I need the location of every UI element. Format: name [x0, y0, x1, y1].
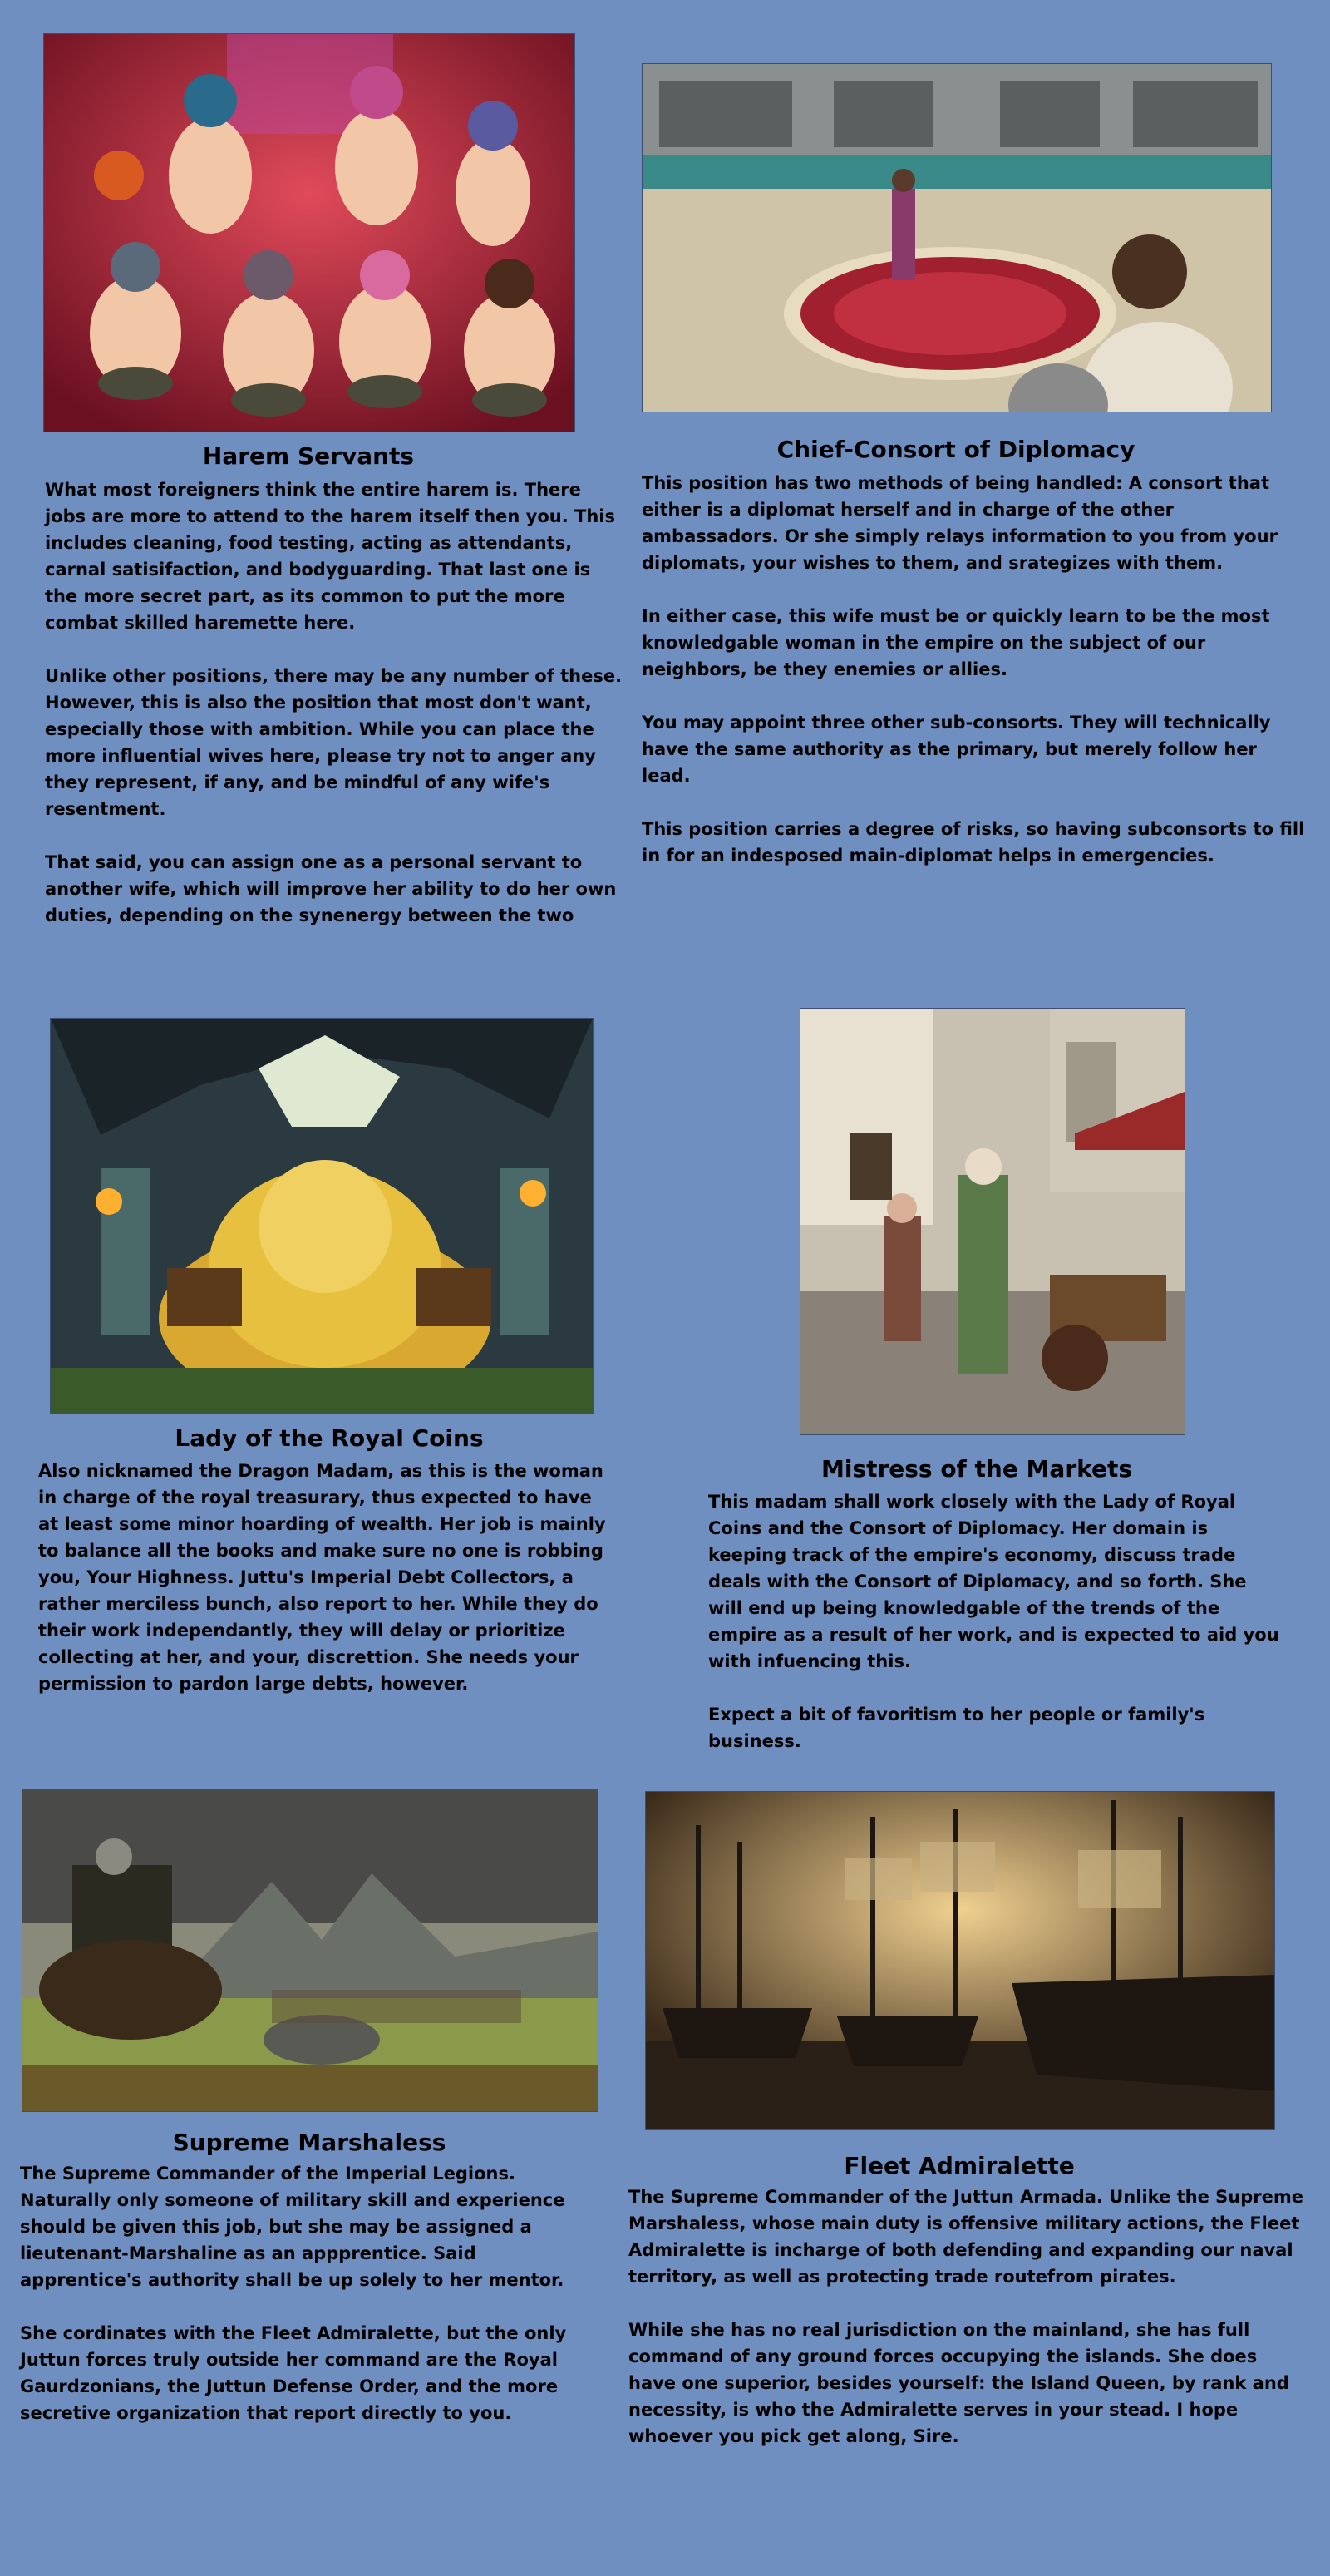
diplomacy-title: Chief-Consort of Diplomacy	[776, 436, 1135, 463]
fleet-admiralette-description	[628, 2184, 1310, 2450]
marshaless-image	[22, 1789, 598, 2112]
marshaless-title: Supreme Marshaless	[172, 2129, 446, 2156]
paragraph: She cordinates with the Fleet Admiralette, but the only Juttun forces truly outside her command are the Royal Gaurdzonians, the Juttun Defense Order, and the more secretive organization that report directly to you.	[20, 2323, 567, 2423]
paragraph: This position has two methods of being handled: A consort that either is a diplomat herself and in charge of the other ambassadors. Or she simply relays information to you from your diplomats, your wishes to them, and srategizes with them.	[642, 473, 1278, 573]
paragraph: In either case, this wife must be or quickly learn to be the most knowledgable woman in the empire on the subject of our neighbors, be they enemies or allies.	[642, 606, 1270, 679]
markets-description	[708, 1488, 1282, 1754]
royal-coins-description	[38, 1458, 612, 1697]
royal-coins-image	[50, 1018, 594, 1414]
royal-coins-title: Lady of the Royal Coins	[175, 1424, 484, 1452]
paragraph: Expect a bit of favoritism to her people or family's business.	[708, 1705, 1205, 1751]
paragraph: While she has no real jurisdiction on the mainland, she has full command of any ground forces occupying the islands. She does have one superior, besides yourself: the Island Queen, by rank and necessity, is who the Admiralette serves in your stead. I hope whoever you pick get along, Sire.	[628, 2320, 1289, 2446]
harem-servants-description	[45, 476, 627, 929]
fleet-admiralette-image	[645, 1791, 1275, 2130]
harem-servants-image	[43, 33, 575, 432]
markets-image	[800, 1008, 1185, 1435]
markets-title: Mistress of the Markets	[820, 1455, 1133, 1483]
marshaless-description	[20, 2160, 602, 2426]
paragraph: Also nicknamed the Dragon Madam, as this is the woman in charge of the royal treasurary, thus expected to have at least some minor hoarding of wealth. Her job is mainly to balance all the books and make sure no one is robbing you, Your Highness. Juttu's Imperial Debt Collectors, a rather merciless bunch, also report to her. While they do their work independantly, they will delay or prioritize collecting at her, and your, discrettion. She needs your permission to pardon large debts, however.	[38, 1461, 606, 1694]
paragraph: This position carries a degree of risks, so having subconsorts to fill in for an indesposed main-diplomat helps in emergencies.	[642, 819, 1305, 866]
paragraph: You may appoint three other sub-consorts. They will technically have the same authority as the primary, but merely follow her lead.	[642, 713, 1271, 786]
fleet-admiralette-title: Fleet Admiralette	[844, 2152, 1075, 2179]
paragraph: The Supreme Commander of the Imperial Legions. Naturally only someone of military skill and experience should be given this job, but she may be assigned a lieutenant-Marshaline as an appprentice. Said apprentice's authority shall be up solely to her mentor.	[20, 2164, 565, 2290]
diplomacy-description	[642, 470, 1307, 869]
paragraph: What most foreigners think the entire harem is. There jobs are more to attend to the harem itself then you. This includes cleaning, food testing, acting as attendants, carnal satisifaction, and bodyguarding. That last one is the more secret part, as its common to put the more combat skilled haremette here.	[45, 480, 616, 633]
paragraph: Unlike other positions, there may be any number of these. However, this is also the position that most don't want, especially those with ambition. While you can place the more influential wives here, please try not to anger any they represent, if any, and be mindful of any wife's resentment.	[45, 666, 623, 819]
paragraph: That said, you can assign one as a personal servant to another wife, which will improve her ability to do her own duties, depending on the synenergy between the two	[45, 852, 617, 925]
harem-servants-title: Harem Servants	[202, 442, 415, 470]
diplomacy-image	[642, 63, 1272, 412]
paragraph: This madam shall work closely with the Lady of Royal Coins and the Consort of Diplomacy. Her domain is keeping track of the empire's economy, discuss trade deals with the Consort of Diplomacy, and so forth. She will end up being knowledgable of the trends of the empire as a result of her work, and is expected to aid you with infuencing this.	[708, 1492, 1279, 1671]
paragraph: The Supreme Commander of the Juttun Armada. Unlike the Supreme Marshaless, whose main duty is offensive military actions, the Fleet Admiralette is incharge of both defending and expanding our naval territory, as well as protecting trade routefrom pirates.	[628, 2187, 1303, 2287]
